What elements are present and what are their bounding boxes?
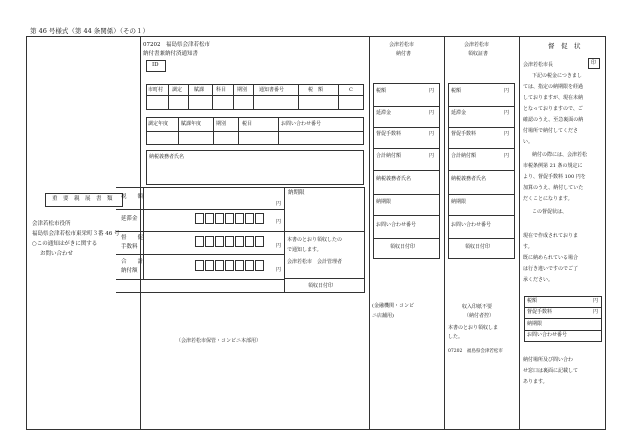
receipt-note: 本書のとおり領収しま	[448, 325, 499, 331]
fee-digits	[195, 236, 265, 247]
notice-body: より、督促手数料 100 円を	[523, 174, 586, 180]
notice-body: 納付の際には、会津若松	[532, 152, 588, 158]
notice-body: 市税条例第 21 条の規定に	[523, 163, 583, 169]
rcpt-inquiry-label: お問い合わせ番号	[451, 222, 492, 228]
rcpt-total-label: 合計納付額	[451, 153, 477, 159]
pay-header: 納付書	[396, 51, 412, 57]
divider	[519, 36, 520, 430]
col-header: 市町村	[148, 87, 164, 93]
yen: 円	[276, 267, 282, 273]
col-header: 期別	[237, 87, 248, 93]
main-footer: （会津若松市保管・コンビニ本部用）	[176, 338, 262, 344]
notice-body: この督促状は、	[532, 209, 568, 215]
notice-line: ○この通知はがきに関する	[32, 241, 98, 247]
pay-footer: ニ店舗用)	[372, 313, 394, 319]
notice-body: 承ください。	[523, 277, 554, 283]
office-name: 会津若松市役所	[32, 221, 71, 227]
tax-label: 税 額	[121, 194, 144, 200]
yen: 円	[429, 88, 435, 94]
notice-table-label: 税額	[527, 298, 538, 304]
mayor: 会津若松市長	[523, 62, 554, 68]
total-label: 納付額	[121, 268, 138, 274]
notice-body: 加算のうえ、納付していた	[523, 185, 584, 191]
notice-footer: あります。	[523, 379, 548, 385]
year-header: 調定年度	[148, 121, 169, 127]
notice-body: 付場所で納付してくださ	[523, 128, 579, 134]
col-header: 通知書番号	[259, 87, 285, 93]
yen: 円	[504, 153, 510, 159]
col-header: 科目	[216, 87, 227, 93]
fee-label: 督 促	[121, 235, 144, 241]
notice-body: しておりますが、現在未納	[523, 95, 584, 101]
notice-body: 確認のうえ、至急裏面の納	[523, 117, 584, 123]
notice-title: 督 促 状	[548, 42, 581, 50]
pay-header: 会津若松市	[389, 42, 415, 48]
late-fee-digits	[195, 213, 265, 224]
col-header: C	[349, 87, 353, 93]
notice-footer: 納付場所及び問い合わ	[523, 357, 574, 363]
due-label: 納期限	[288, 190, 305, 196]
year-header: 期別	[216, 121, 227, 127]
yen: 円	[504, 88, 510, 94]
notice-line: お問い合わせ	[40, 251, 74, 257]
fee-label: 手数料	[121, 244, 138, 250]
divider	[444, 36, 445, 430]
year-header: 賦課年度	[181, 121, 202, 127]
total-label: 合 計	[121, 259, 144, 265]
mailing-label: 重 要 親 展 書 類	[52, 196, 113, 202]
rcpt-payer-label: 納税義務者氏名	[451, 176, 487, 182]
receipt-text: で通知します。	[287, 247, 322, 253]
col-header: 税 額	[308, 87, 324, 93]
rcpt-due-label: 納期限	[451, 199, 467, 205]
yen: 円	[504, 110, 510, 116]
pay-total-label: 合計納付額	[376, 153, 402, 159]
rcpt-header: 領収証書	[468, 51, 489, 57]
pay-late-label: 延滞金	[376, 110, 392, 116]
yen: 円	[276, 201, 282, 207]
divider	[369, 36, 370, 430]
rcpt-late-label: 延滞金	[451, 110, 467, 116]
office-address: 福島県会津若松市東栄町３番 46 号	[32, 231, 120, 237]
pay-payer-label: 納税義務者氏名	[376, 176, 412, 182]
year-header: 税目	[242, 121, 253, 127]
col-header: 賦課	[194, 87, 205, 93]
notice-table-label: お問い合わせ番号	[527, 332, 568, 338]
receipt-note: した。	[448, 334, 464, 340]
pay-due-label: 納期限	[376, 199, 392, 205]
yen: 円	[429, 110, 435, 116]
late-fee-label: 延滞金	[121, 216, 138, 222]
id-label: ID	[152, 62, 159, 68]
yen: 円	[276, 219, 282, 225]
pay-tax-label: 税額	[376, 88, 387, 94]
main-header-title: 納付書兼納付済通知書	[143, 51, 199, 57]
total-digits	[195, 260, 265, 271]
rcpt-tax-label: 税額	[451, 88, 462, 94]
receipt-date: 領収日付印	[308, 283, 334, 289]
year-header: お問い合わせ番号	[281, 121, 322, 127]
main-header-code: 07202 福島県会津若松市	[143, 42, 210, 48]
notice-body: 現在で作成されておりま	[523, 233, 579, 239]
notice-table-label: 納期限	[527, 321, 543, 327]
rcpt-header: 会津若松市	[464, 42, 490, 48]
rcpt-footer: 07202 福島県会津若松市	[448, 349, 503, 354]
stamp-note: （納付者控）	[464, 313, 495, 319]
col-header: 調定	[172, 87, 183, 93]
pay-footer: (金融機関・コンビ	[372, 303, 414, 309]
notice-body: となっておりますので、ご	[523, 106, 583, 112]
yen: 円	[504, 131, 510, 137]
yen: 円	[593, 309, 599, 315]
seal: 印	[591, 60, 597, 66]
pay-date-label: 領収日付印	[390, 244, 416, 250]
yen: 円	[276, 243, 282, 249]
pay-fee-label: 督促手数料	[376, 131, 402, 137]
receipt-text: 本書のとおり領収したの	[287, 237, 343, 243]
notice-body: 下記の税金につきまし	[532, 73, 582, 79]
notice-table-label: 督促手数料	[527, 309, 553, 315]
notice-body: 既に納められている場合	[523, 255, 579, 261]
notice-body: だくことになります。	[523, 196, 573, 202]
yen: 円	[593, 298, 599, 304]
payer-label: 納税義務者氏名	[149, 154, 185, 160]
pay-inquiry-label: お問い合わせ番号	[376, 222, 417, 228]
notice-body: ては、指定の納期限を経過	[523, 84, 584, 90]
stamp-note: 収入印紙不要	[462, 304, 493, 310]
yen: 円	[429, 131, 435, 137]
notice-body: は行き違いですのでご了	[523, 266, 579, 272]
notice-body: い。	[523, 139, 534, 145]
rcpt-date-label: 領収日付印	[465, 244, 491, 250]
notice-footer: せ窓口は裏面に記載して	[523, 368, 579, 374]
rcpt-fee-label: 督促手数料	[451, 131, 477, 137]
notice-body: す。	[523, 244, 533, 250]
yen: 円	[429, 153, 435, 159]
receipt-text: 会津若松市 会計管理者	[287, 259, 343, 265]
form-title: 第 46 号様式（第 44 条関係）（その１）	[30, 27, 150, 35]
